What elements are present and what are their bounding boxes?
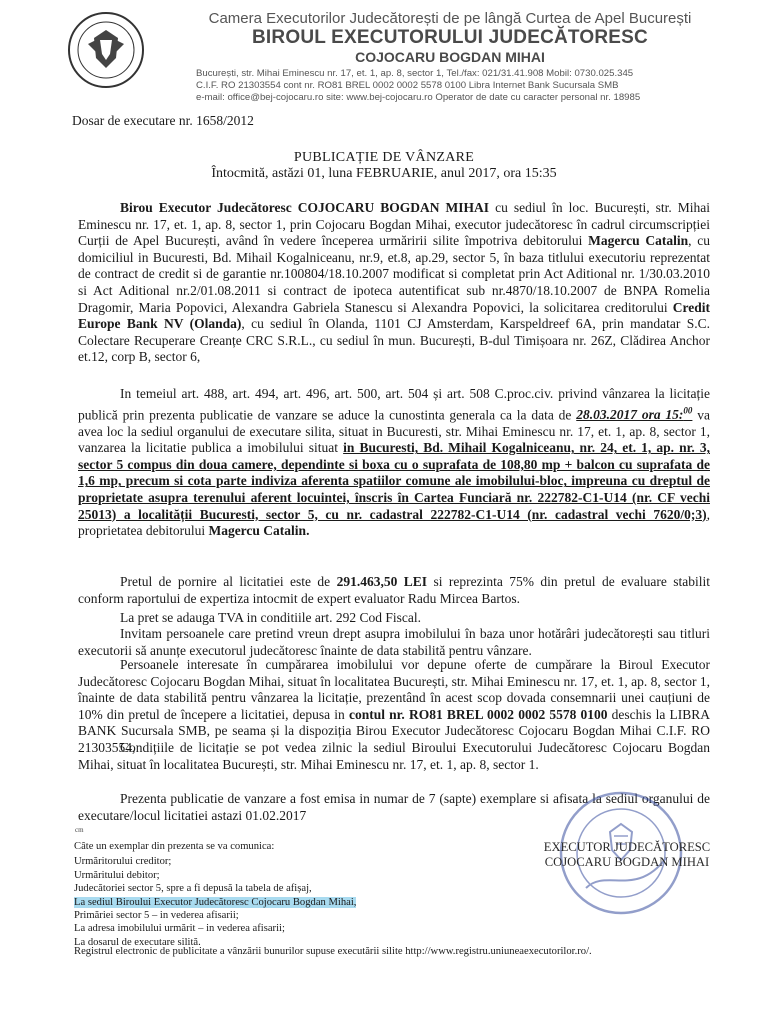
list-item: Primăriei sector 5 – in vederea afisarii; xyxy=(74,910,239,922)
office-contact: e-mail: office@bej-cojocaru.ro site: www.bej-cojocaru.ro Operator de date cu caracter personal nr. 18985 xyxy=(196,92,641,103)
paragraph-conditions: Condițiile de licitație se pot vedea zilnic la sediul Biroului Executorului Judecătoresc Cojocaru Bogdan Mihai, situat în localitatea București, str. Mihai Eminescu nr. 17, et. 1, ap. 8, sector 1. xyxy=(78,740,710,772)
list-item: Urmăritului debitor; xyxy=(74,869,160,881)
file-number: Dosar de executare nr. 1658/2012 xyxy=(72,113,254,128)
notice-text-3: , proprietatea debitorului xyxy=(78,506,710,539)
offers-text-2: deschis la LIBRA BANK Sucursala SMB, pe seama și la dispoziția Birou Executor Judecătoresc Cojocaru Bogdan Mihai C.I.F. RO 21303554, xyxy=(78,706,710,755)
notice-text-1: In temeiul art. 488, art. 494, art. 496, art. 500, art. 504 și art. 508 C.proc.civ. privind vânzarea la licitație publică prin prezenta publicatie de vanzare se aduce la cunostinta generala ca la data de xyxy=(78,386,710,423)
intro-text-1: cu sediul în loc. București, str. Mihai Eminescu nr. 17, et. 1, ap. 8, sector 1, prin Cojocaru Bogdan Mihai, executor judecătoresc în cadrul circumscripției Curții de Apel București, având în vedere începerea urmăririi silite împotriva debitorului xyxy=(78,200,711,249)
auction-date-text: 28.03.2017 ora 15: xyxy=(576,407,684,423)
executor-office-bold: Birou Executor Judecătoresc COJOCARU BOGDAN MIHAI xyxy=(120,200,490,215)
creditor-name: Credit Europe Bank NV (Olanda) xyxy=(78,299,710,332)
list-item: La adresa imobilului urmărit – in vederea afisarii; xyxy=(74,923,285,935)
office-name: BIROUL EXECUTORULUI JUDECĂTORESC xyxy=(252,27,648,48)
communication-title: Câte un exemplar din prezenta se va comunica: xyxy=(74,841,275,852)
paragraph-executor-intro xyxy=(78,200,710,366)
paragraph-copies: Prezenta publicatie de vanzare a fost emisa in numar de 7 (sapte) exemplare si afisata la sediul organului de executare/locul licitatiei astazi 01.02.2017 xyxy=(78,791,710,823)
starting-price: 291.463,50 LEI xyxy=(336,574,428,589)
clerk-initials: cm xyxy=(75,826,84,834)
document-subtitle: Întocmită, astăzi 01, luna FEBRUARIE, anul 2017, ora 15:35 xyxy=(211,166,557,181)
auction-time-minutes: 00 xyxy=(683,405,693,416)
auction-date xyxy=(576,407,692,422)
office-bank-details: C.I.F. RO 21303554 cont nr. RO81 BREL 0002 0002 5578 0100 Libra Internet Bank Sucursala SMB xyxy=(196,80,619,91)
list-item xyxy=(74,896,554,909)
highlighted-item: La sediul Biroului Executor Judecătoresc Cojocaru Bogdan Mihai, xyxy=(74,896,357,908)
paragraph-auction-notice xyxy=(78,386,710,540)
property-owner: Magercu Catalin. xyxy=(208,523,310,539)
list-item: Judecătoriei sector 5, spre a fi depusă la tabela de afișaj, xyxy=(74,883,312,895)
intro-text-3: , cu sediul în Olanda, 1101 CJ Amsterdam, Karspeldreef 6A, prin mandatar S.C. Colectare Recuperare Creanțe CRC S.R.L., cu sediul în mun. București, B-dul Timișoara nr. 26Z, Clădirea Anchor et.12, corp B, sector 6, xyxy=(78,316,710,365)
romania-coat-of-arms-logo xyxy=(66,10,146,90)
registry-link-text: Registrul electronic de publicitate a vânzării bunurilor supuse executării silite http://www.registru.uniuneaexecutorilor.ro/. xyxy=(74,946,592,957)
communication-list xyxy=(74,855,554,949)
intro-text-2: , cu domiciliul in Bucuresti, Bd. Mihail Kogalniceanu, nr.9, et.8, ap.29, sector 5, în baza titlului executoriu reprezentat de contract de credit si de garantie nr.100804/18.10.2007 modificat si completat prin Act Aditional nr. 1/30.03.2010 si Act Aditional nr.2/01.08.2011 si contract de ipoteca autentificat sub nr.4870/18.10.2007 de BNPA Romelia Dragomir, Maria Popovici, Alexandra Gabriela Stanescu si Alexandra Popovici, la solicitarea creditorului xyxy=(78,233,710,315)
list-item: Urmăritorului creditor; xyxy=(74,856,172,868)
office-address: București, str. Mihai Eminescu nr. 17, et. 1, ap. 8, sector 1, Tel./fax: 021/31.41.908 Mobil: 0730.025.345 xyxy=(196,68,634,79)
price-text-2: si reprezinta 75% din pretul de evaluare stabilit conform raportului de expertiza intocmit de expert evaluator Radu Mircea Bartos. xyxy=(78,574,711,606)
debtor-name: Magercu Catalin xyxy=(588,233,689,249)
notice-text-2: va avea loc la sediul organului de executare silita, situat in Bucuresti, str. Mihai Eminescu nr. 17, et. 1, ap. 8, sector 1, vanzarea la licitatie publica a imobilului situat xyxy=(78,407,710,456)
chamber-name: Camera Executorilor Judecătorești de pe lângă Curtea de Apel București xyxy=(208,10,692,27)
price-text-1: Pretul de pornire al licitatiei este de xyxy=(120,574,337,589)
signature-name: COJOCARU BOGDAN MIHAI xyxy=(544,855,710,869)
offers-text-1: Persoanele interesate în cumpărarea imobilului vor depune oferte de cumpărare la Biroul Executor Judecătoresc Cojocaru Bogdan Mihai, situat în localitatea București, str. Mihai Eminescu nr. 17, et. 1, ap. 8, sector 1, înainte de data stabilită pentru vânzarea la licitație, prezentând în acest scop dovada consemnarii unei cauțiuni de 10% din pretul de începere a licitatiei, depusa in xyxy=(78,657,710,722)
property-description: in Bucuresti, Bd. Mihail Kogalniceanu, nr. 24, et. 1, ap. nr. 3, sector 5 compus din doua camere, dependinte si boxa cu o suprafata de 108,80 mp + balcon cu suprafata de 1,6 mp, precum si cota parte indiviza aferenta spatiilor comune ale imobilului-bloc, impreuna cu dreptul de proprietate asupra terenului aferent locuintei, înscris în Cartea Funciară nr. 222782-C1-U14 (nr. CF vechi 25013) a localității Bucuresti, sector 5, cu nr. cadastral 222782-C1-U14 (nr. cadastral vechi 7620/0;3) xyxy=(78,440,710,522)
list-item: La dosarul de executare silită. xyxy=(74,936,201,948)
paragraph-vat: La pret se adauga TVA in conditiile art. 292 Cod Fiscal. xyxy=(120,610,421,625)
executor-name: COJOCARU BOGDAN MIHAI xyxy=(355,49,545,65)
deposit-account: contul nr. RO81 BREL 0002 0002 5578 0100 xyxy=(348,706,608,722)
paragraph-rights-claim: Invitam persoanele care pretind vreun drept asupra imobilului în baza unor hotărâri judecătorești sau titluri executorii să anunțe executorul judecătoresc înainte de data stabilită pentru vânzare. xyxy=(78,626,710,658)
paragraph-starting-price xyxy=(78,574,710,607)
document-title: PUBLICAȚIE DE VÂNZARE xyxy=(293,150,475,165)
communication-block xyxy=(74,840,554,949)
signature-title: EXECUTOR JUDECĂTORESC xyxy=(543,840,711,854)
